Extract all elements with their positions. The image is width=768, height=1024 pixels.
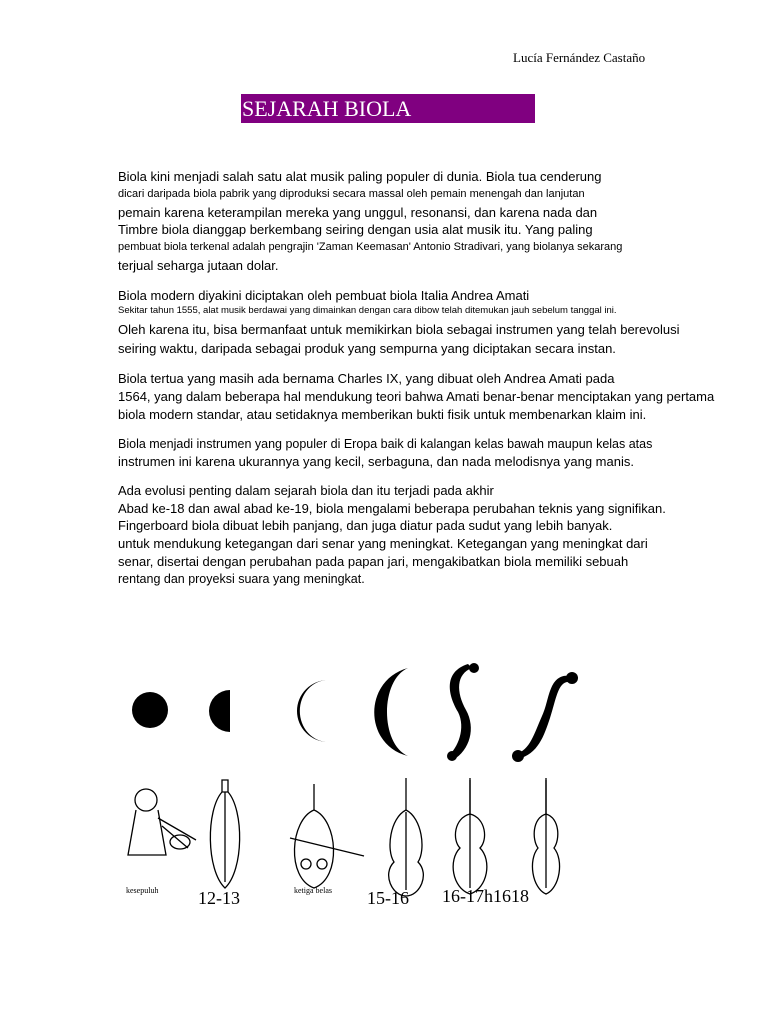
era-label: kesepuluh bbox=[126, 886, 159, 895]
body-line: instrumen ini karena ukurannya yang kecil, serbaguna, dan nada melodisnya yang manis. bbox=[118, 454, 634, 469]
body-line: Biola menjadi instrumen yang populer di Eropa baik di kalangan kelas bawah maupun kelas atas bbox=[118, 437, 653, 451]
body-line: Abad ke-18 dan awal abad ke-19, biola mengalami beberapa perubahan teknis yang signifikan. bbox=[118, 501, 666, 516]
body-line: biola modern standar, atau setidaknya memberikan bukti fisik untuk membenarkan klaim ini. bbox=[118, 407, 647, 422]
medieval-player-icon bbox=[128, 789, 196, 855]
era-label: 12-13 bbox=[198, 888, 240, 908]
body-line: Biola modern diyakini diciptakan oleh pembuat biola Italia Andrea Amati bbox=[118, 288, 530, 303]
violin-evolution-figure bbox=[118, 650, 598, 920]
body-line: pemain karena keterampilan mereka yang unggul, resonansi, dan karena nada dan bbox=[118, 205, 598, 220]
page-title: SEJARAH BIOLA bbox=[241, 94, 535, 123]
body-line: 1564, yang dalam beberapa hal mendukung teori bahwa Amati benar-benar menciptakan yang pertama bbox=[118, 389, 715, 404]
body-line: Oleh karena itu, bisa bermanfaat untuk memikirkan biola sebagai instrumen yang telah berevolusi bbox=[118, 322, 680, 337]
body-line: Biola kini menjadi salah satu alat musik paling populer di dunia. Biola tua cenderung bbox=[118, 169, 602, 184]
body-line: Timbre biola dianggap berkembang seiring dengan usia alat musik itu. Yang paling bbox=[118, 222, 593, 237]
early-f-soundhole-icon bbox=[448, 664, 472, 760]
modern-violin-icon bbox=[532, 778, 559, 894]
body-line: terjual seharga jutaan dolar. bbox=[118, 258, 279, 273]
era-label: 15-16 bbox=[367, 888, 409, 908]
viol-icon bbox=[389, 778, 424, 896]
body-line: Fingerboard biola dibuat lebih panjang, dan juga diatur pada sudut yang lebih banyak. bbox=[118, 518, 613, 533]
early-violin-icon bbox=[453, 778, 487, 894]
body-line: untuk mendukung ketegangan dari senar yang meningkat. Ketegangan yang meningkat dari bbox=[118, 536, 648, 551]
f-soundhole-icon bbox=[516, 676, 572, 759]
body-line: rentang dan proyeksi suara yang meningkat. bbox=[118, 572, 365, 586]
author-name: Lucía Fernández Castaño bbox=[513, 50, 646, 65]
rebec-icon bbox=[210, 780, 239, 888]
body-line: Ada evolusi penting dalam sejarah biola dan itu terjadi pada akhir bbox=[118, 483, 494, 498]
c-soundhole-elongated-icon bbox=[374, 668, 408, 756]
lute-fiddle-icon bbox=[290, 784, 364, 888]
body-line: senar, disertai dengan perubahan pada papan jari, mengakibatkan biola memiliki sebuah bbox=[118, 554, 629, 569]
c-soundhole-icon bbox=[297, 680, 328, 742]
body-line: dicari daripada biola pabrik yang diproduksi secara massal oleh pemain menengah dan lanjutan bbox=[118, 188, 585, 200]
era-label: 16-17h1618 bbox=[442, 886, 529, 906]
body-line: Biola tertua yang masih ada bernama Charles IX, yang dibuat oleh Andrea Amati pada bbox=[118, 371, 615, 386]
era-label: ketiga belas bbox=[294, 886, 332, 895]
round-soundhole-icon bbox=[132, 692, 168, 728]
body-line: Sekitar tahun 1555, alat musik berdawai yang dimainkan dengan cara dibow telah ditemukan jauh sebelum tanggal ini. bbox=[118, 305, 617, 316]
half-moon-soundhole-icon bbox=[209, 690, 230, 732]
body-line: seiring waktu, daripada sebagai produk yang sempurna yang diciptakan secara instan. bbox=[118, 341, 616, 356]
violin-evolution-illustration bbox=[118, 650, 598, 920]
body-line: pembuat biola terkenal adalah pengrajin 'Zaman Keemasan' Antonio Stradivari, yang biolanya sekarang bbox=[118, 241, 623, 253]
